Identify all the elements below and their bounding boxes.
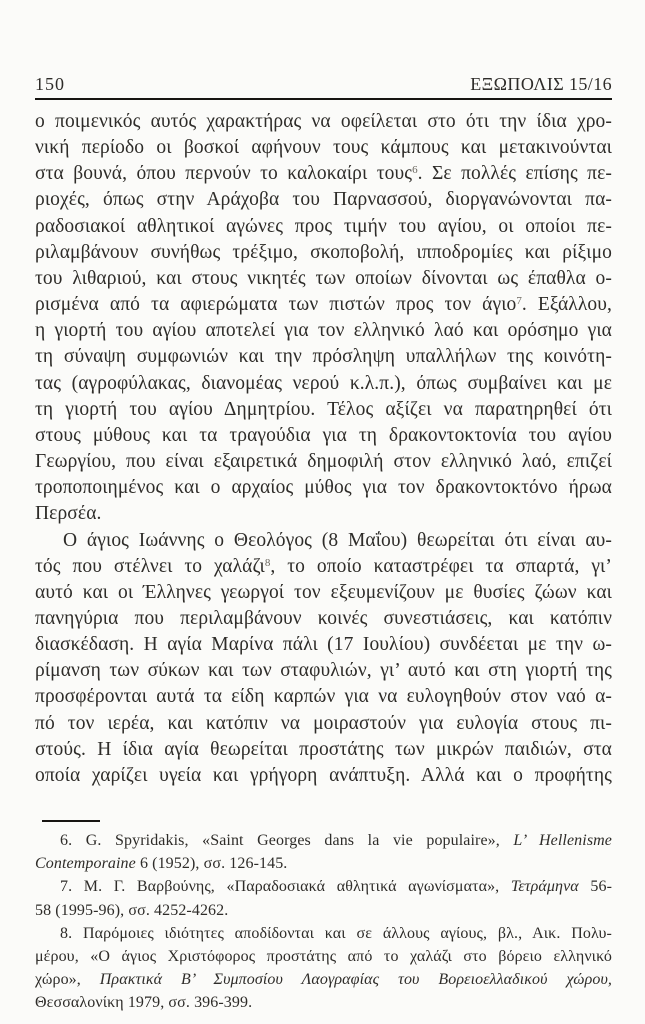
text-line — [35, 684, 612, 710]
text-run: οποία χαρίζει υγεία και γρήγορη ανάπτυξη. Αλλά και ο προφήτης — [35, 764, 612, 786]
text-line — [35, 632, 612, 658]
text-line — [35, 658, 612, 684]
italic-citation: Πρακτικά Β’ Συμποσίου Λαογραφίας του Βορειοελλαδικού χώρου, — [99, 971, 612, 989]
footnote-ref: 7 — [516, 295, 522, 308]
text-line — [35, 214, 612, 240]
italic-citation: Τετράμηνα — [510, 878, 579, 896]
text-run: , το οποίο καταστρέφει τα σπαρτά, γι’ — [270, 555, 612, 577]
text-run: τη γιορτή του αγίου Δημητρίου. Τέλος αξίζει να παρατηρηθεί ότι — [35, 398, 612, 420]
text-line — [35, 161, 612, 187]
text-line — [35, 344, 612, 370]
text-run: στούς. Η ίδια αγία θεωρείται προστάτης των μικρών παιδιών, στα — [35, 738, 612, 760]
text-line — [35, 554, 612, 580]
text-run: τας (αγροφύλακας, διανομέας νερού κ.λ.π.), όπως συμβαίνει και με — [35, 372, 612, 394]
text-line — [35, 899, 612, 922]
text-run: χώρο», — [35, 971, 100, 989]
text-line — [35, 423, 612, 449]
text-run: τός που στέλνει το χαλάζι — [35, 555, 265, 577]
text-run: στους μύθους και τα τραγούδια για τη δρακοντοκτονία του αγίου — [35, 424, 612, 446]
text-line — [35, 266, 612, 292]
text-line — [35, 852, 612, 875]
text-line — [35, 528, 612, 554]
text-run: στα βουνά, όπου περνούν το καλοκαίρι τους — [35, 163, 413, 185]
text-run: 6. G. Spyridakis, «Saint Georges dans la vie populaire», — [60, 832, 514, 849]
text-run: πό τον ιερέα, και κατόπιν να μοιραστούν για ευλογία στους πι- — [35, 712, 612, 734]
text-line — [35, 318, 612, 344]
text-line — [35, 968, 612, 991]
text-run: τη σύναψη συμφωνιών και την πρόσληψη υπαλλήλων της κοινότη- — [35, 346, 612, 368]
page-number: 150 — [35, 74, 65, 94]
text-line — [35, 829, 612, 852]
text-run: η γιορτή του αγίου αποτελεί για τον ελληνικό λαό και ορόσημο για — [35, 320, 612, 342]
text-run: του λιθαριού, και στους νικητές των οποίων δίνονται ως έπαθλα ο- — [35, 267, 612, 289]
text-line — [35, 292, 612, 318]
text-line — [35, 397, 612, 423]
text-line — [35, 922, 612, 945]
text-run: Ο άγιος Ιωάννης ο Θεολόγος (8 Μαΐου) θεωρείται ότι είναι αυ- — [63, 529, 612, 551]
text-line — [35, 763, 612, 789]
text-run: ο ποιμενικός αυτός χαρακτήρας να οφείλεται στο ότι την ίδια χρο- — [35, 111, 612, 132]
text-line — [35, 606, 612, 632]
text-run: νική περίοδο οι βοσκοί αφήνουν τους κάμπους και μετακινούνται — [35, 137, 612, 159]
text-run: 56- — [578, 878, 612, 896]
text-run: τροποποιημένος και ο αρχαίος μύθος για τον δρακοντοκτόνο ήρωα — [35, 477, 612, 499]
text-line — [35, 135, 612, 161]
italic-citation: Contemporaine — [35, 855, 136, 873]
text-line — [35, 945, 612, 968]
text-line — [35, 991, 612, 1014]
text-run: 8. Παρόμοιες ιδιότητες αποδίδονται και σε άλλους αγίους, βλ., Αικ. Πολυ- — [60, 924, 612, 942]
text-line — [35, 737, 612, 763]
text-line — [35, 449, 612, 475]
text-run: αυτό και οι Έλληνες γεωργοί τον εξευμενίζουν με θυσίες ζώων και — [35, 581, 612, 603]
text-run: ραδοσιακοί αθλητικοί αγώνες προς τιμήν του αγίου, οι οποίοι πε- — [35, 215, 612, 237]
text-run: . Εξάλλου, — [521, 294, 612, 316]
text-line — [35, 711, 612, 737]
text-line — [35, 580, 612, 606]
text-line — [35, 875, 612, 898]
text-line — [35, 109, 612, 135]
text-run: ριοχές, όπως στην Αράχοβα του Παρνασσού, διοργανώνονται πα- — [35, 189, 612, 211]
body-text — [35, 109, 612, 789]
text-run: διασκέδαση. Η αγία Μαρίνα πάλι (17 Ιουλίου) συνδέεται με την ω- — [35, 634, 612, 656]
text-run: 7. Μ. Γ. Βαρβούνης, «Παραδοσιακά αθλητικά αγωνίσματα», — [60, 878, 511, 896]
footnotes — [35, 829, 612, 1015]
footnote-ref: 8 — [264, 556, 271, 569]
italic-citation: L’ Hellenisme — [513, 832, 612, 849]
text-run: Περσέα. — [35, 503, 102, 525]
running-header — [35, 74, 612, 100]
text-run: ρίμανση των σύκων και των σταφυλιών, γι’ αυτό και στη γιορτή της — [35, 660, 612, 682]
text-line — [35, 240, 612, 266]
journal-title: ΕΞΩΠΟΛΙΣ 15/16 — [470, 74, 612, 94]
text-run: Θεσσαλονίκη 1979, σσ. 396-399. — [35, 994, 253, 1012]
text-run: πανηγύρια που περιλαμβάνουν κοινές συνεστιάσεις, και κατόπιν — [35, 607, 612, 629]
footnote-ref: 6 — [412, 164, 418, 177]
footnote-separator — [42, 820, 100, 822]
text-line — [35, 501, 612, 527]
text-run: . Σε πολλές επίσης πε- — [417, 163, 612, 185]
text-run: 58 (1995-96), σσ. 4252-4262. — [35, 901, 229, 919]
text-run: μέρου, «Ο άγιος Χριστόφορος προστάτης από το χαλάζι στο βόρειο ελληνικό — [35, 948, 612, 966]
text-run: Γεωργίου, που είναι εξαιρετικά δημοφιλή στον ελληνικό λαό, επιζεί — [35, 451, 612, 473]
text-run: ριλαμβάνουν συνήθως τρέξιμο, σκοποβολή, ιπποδρομίες και ρίξιμο — [35, 241, 612, 263]
text-run: ρισμένα από τα αφιερώματα των πιστών προς τον άγιο — [35, 294, 517, 316]
text-line — [35, 371, 612, 397]
text-run: 6 (1952), σσ. 126-145. — [135, 855, 288, 873]
text-run: προσφέρονται αυτά τα είδη καρπών για να ευλογηθούν στον ναό α- — [35, 686, 612, 708]
text-line — [35, 187, 612, 213]
text-line — [35, 475, 612, 501]
